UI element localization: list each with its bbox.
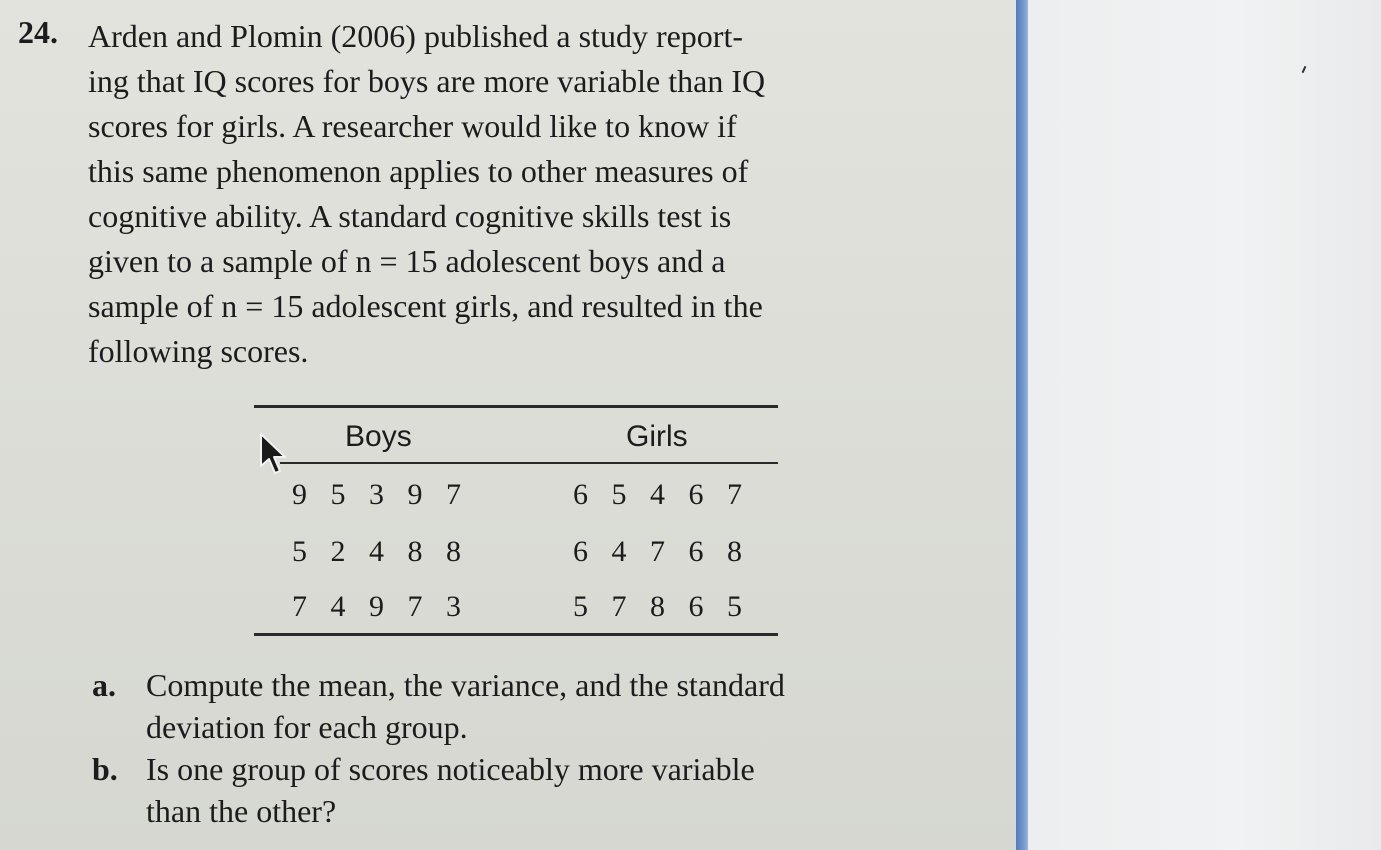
part-a <box>92 664 952 748</box>
blank-background <box>1028 0 1381 850</box>
boys-scores-row-1: 9 5 3 9 7 <box>292 478 469 511</box>
girls-scores-row-3: 5 7 8 6 5 <box>573 590 750 623</box>
page-edge <box>1016 0 1028 850</box>
stem-line: sample of n = 15 adolescent girls, and resulted in the <box>88 288 763 324</box>
part-a-label: a. <box>92 667 116 703</box>
boys-column-header: Boys <box>345 420 412 453</box>
girls-scores-row-2: 6 4 7 6 8 <box>573 535 750 568</box>
problem-number: 24. <box>18 14 58 50</box>
boys-scores-row-3: 7 4 9 7 3 <box>292 590 469 623</box>
stem-line: Arden and Plomin (2006) published a study report- <box>88 18 743 54</box>
stem-line: ing that IQ scores for boys are more variable than IQ <box>88 63 766 99</box>
part-b-line: than the other? <box>146 793 337 829</box>
problem-parts <box>92 664 952 832</box>
table-bottom-rule <box>254 633 778 636</box>
table-header-rule <box>280 462 778 464</box>
part-b <box>92 748 952 832</box>
part-a-line: deviation for each group. <box>146 709 468 745</box>
stem-line: this same phenomenon applies to other measures of <box>88 153 749 189</box>
girls-scores-row-1: 6 5 4 6 7 <box>573 478 750 511</box>
table-top-rule <box>254 405 778 408</box>
boys-scores-row-2: 5 2 4 8 8 <box>292 535 469 568</box>
stem-line: following scores. <box>88 333 309 369</box>
stem-line: cognitive ability. A standard cognitive skills test is <box>88 198 732 234</box>
problem-stem <box>88 14 938 374</box>
mouse-pointer-icon <box>258 432 288 478</box>
stem-line: given to a sample of n = 15 adolescent boys and a <box>88 243 726 279</box>
girls-column-header: Girls <box>626 420 688 453</box>
stem-line: scores for girls. A researcher would like to know if <box>88 108 737 144</box>
part-b-label: b. <box>92 751 118 787</box>
part-b-line: Is one group of scores noticeably more variable <box>146 751 755 787</box>
part-a-line: Compute the mean, the variance, and the standard <box>146 667 785 703</box>
